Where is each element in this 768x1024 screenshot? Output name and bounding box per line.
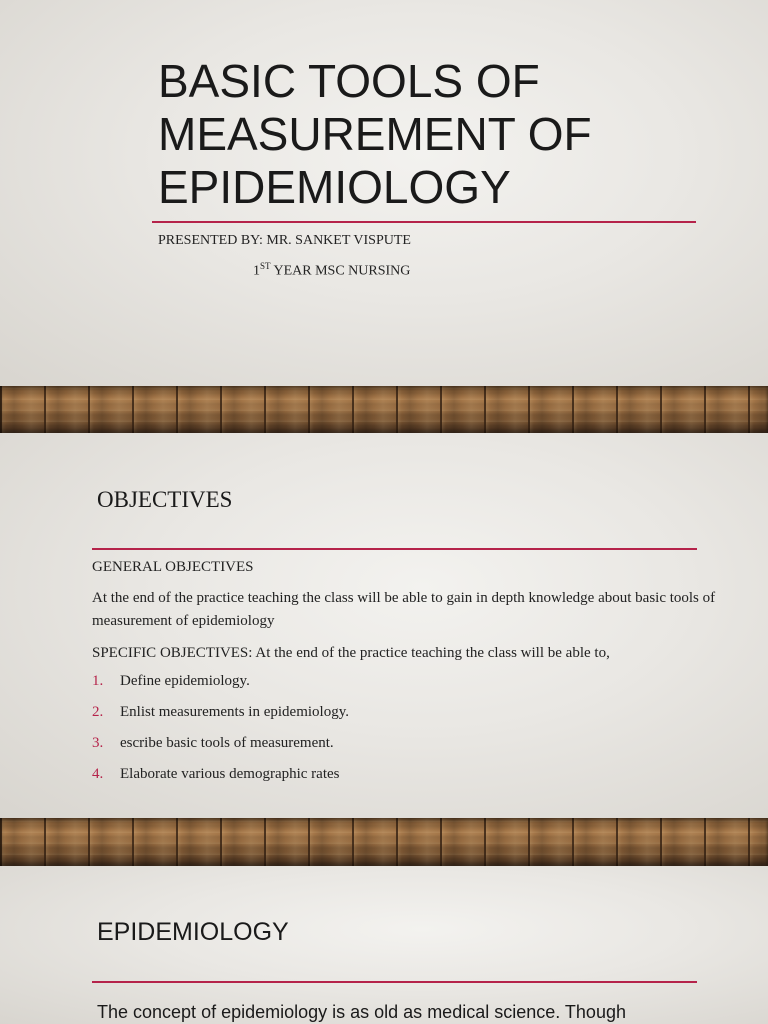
list-item — [92, 704, 349, 735]
general-objectives-text: At the end of the practice teaching the class will be able to gain in depth knowledge about basic tools of measurement of epidemiology — [92, 590, 716, 629]
wood-floor-strip-2 — [0, 818, 768, 866]
year-number: 1 — [253, 263, 260, 279]
list-text: Enlist measurements in epidemiology. — [120, 704, 349, 720]
list-number: 4. — [92, 766, 104, 782]
epidemiology-body: The concept of epidemiology is as old as medical science. Though — [97, 1002, 626, 1022]
slide-1-title: BASIC TOOLS OF MEASUREMENT OF EPIDEMIOLOGY — [158, 55, 592, 213]
list-text: escribe basic tools of measurement. — [120, 735, 334, 751]
list-text: Elaborate various demographic rates — [120, 766, 340, 782]
objectives-heading: OBJECTIVES — [97, 487, 233, 512]
list-item — [92, 766, 349, 797]
list-number: 2. — [92, 704, 104, 720]
list-item — [92, 735, 349, 766]
list-number: 1. — [92, 673, 104, 689]
objectives-list — [92, 673, 349, 797]
epidemiology-divider — [92, 981, 697, 983]
list-text: Define epidemiology. — [120, 673, 250, 689]
slide-1 — [0, 0, 768, 386]
wood-floor-strip-1 — [0, 386, 768, 433]
epidemiology-heading: EPIDEMIOLOGY — [97, 918, 289, 946]
general-objectives-heading: GENERAL OBJECTIVES — [92, 559, 254, 575]
year-course: YEAR MSC NURSING — [270, 263, 411, 279]
year-line — [253, 261, 410, 280]
list-item — [92, 673, 349, 704]
year-ordinal: ST — [260, 261, 271, 271]
presenter-line: PRESENTED BY: MR. SANKET VISPUTE — [158, 233, 411, 248]
title-divider — [152, 221, 696, 223]
objectives-divider — [92, 548, 697, 550]
list-number: 3. — [92, 735, 104, 751]
specific-objectives-text: SPECIFIC OBJECTIVES: At the end of the practice teaching the class will be able to, — [92, 645, 610, 661]
